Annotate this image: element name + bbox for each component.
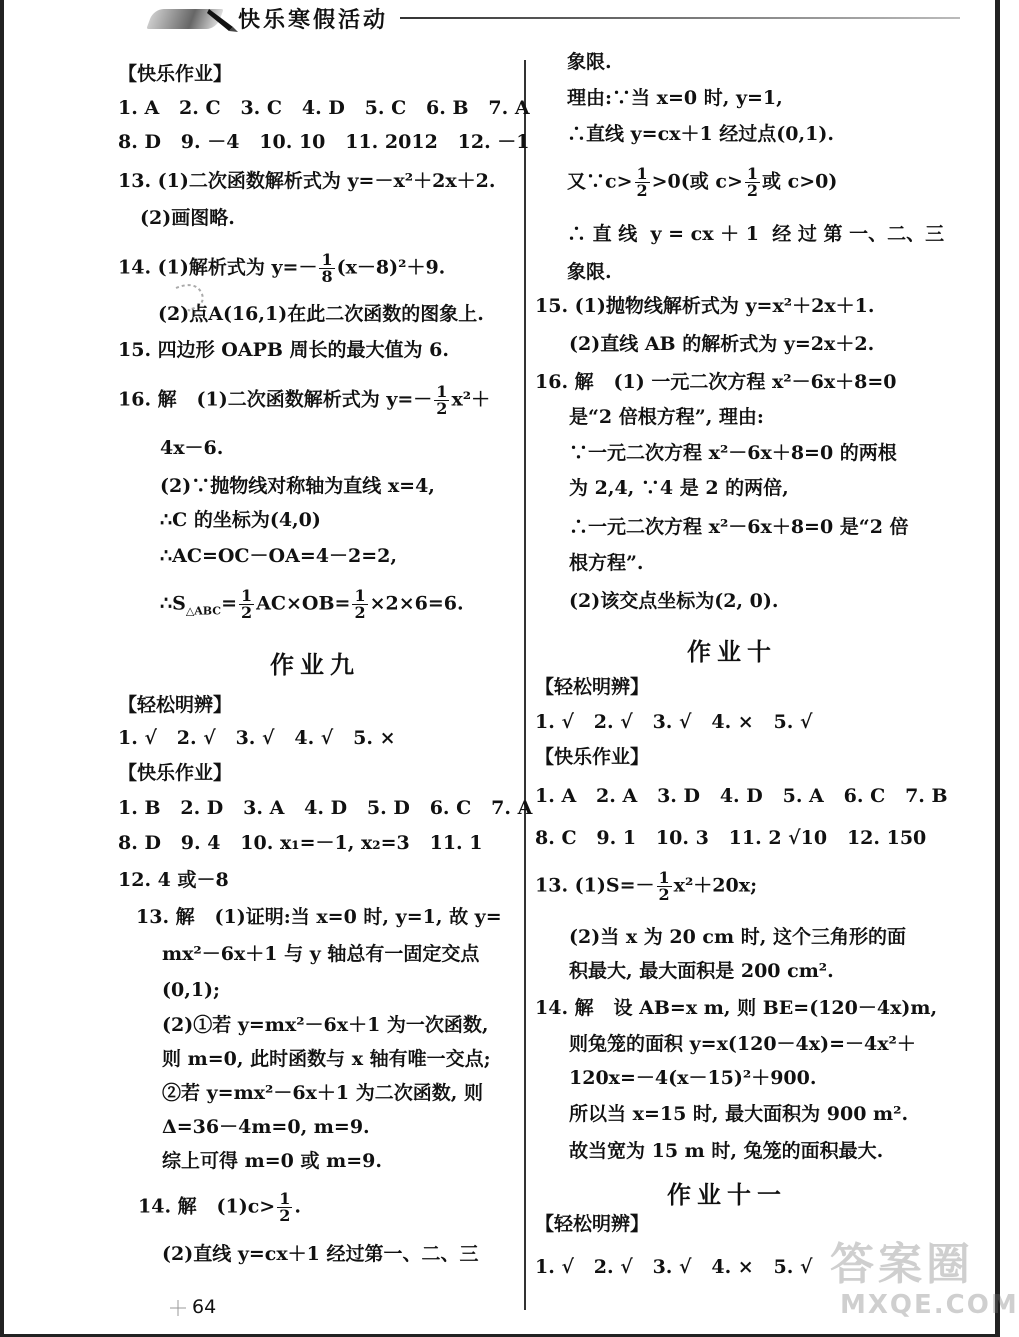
answer-line: mx²－6x＋1 与 y 轴总有一固定交点 bbox=[162, 943, 480, 965]
answer-line: ②若 y=mx²－6x＋1 为二次函数, 则 bbox=[162, 1082, 483, 1104]
answer-line: $\therefore S_{\triangle ABC}=$ $\frac{1}{2}$ AC×OB= $\frac{1}{2}$ ×2×6=6. bbox=[160, 586, 464, 622]
answer-line: 13. (1)S=－ $\frac{1}{2}$ x²＋20x; bbox=[535, 868, 758, 904]
fraction: $\frac{1}{2}$ bbox=[241, 586, 253, 622]
answer-line: 象限. bbox=[567, 261, 612, 283]
answer-line: 故当宽为 15 m 时, 兔笼的面积最大. bbox=[569, 1140, 884, 1162]
answer-line: Δ=36－4m=0, m=9. bbox=[162, 1116, 370, 1138]
answer-line: 13. (1)二次函数解析式为 y=－x²＋2x＋2. bbox=[118, 170, 496, 192]
answer-line: (2)当 x 为 20 cm 时, 这个三角形的面 bbox=[569, 926, 906, 948]
answer-line: 1. A 2. C 3. C 4. D 5. C 6. B 7. A bbox=[118, 97, 530, 119]
fraction: $\frac{1}{2}$ bbox=[636, 164, 648, 200]
section-label: 【快乐作业】 bbox=[535, 746, 650, 768]
answer-line: (2)直线 AB 的解析式为 y=2x＋2. bbox=[569, 333, 875, 355]
answer-line: 120x=－4(x－15)²＋900. bbox=[569, 1067, 817, 1089]
fraction: $\frac{1}{2}$ bbox=[436, 382, 448, 418]
section-heading: 作业十一 bbox=[667, 1180, 787, 1209]
header-rule bbox=[400, 17, 960, 19]
pen-icon bbox=[205, 5, 239, 33]
fraction: $\frac{1}{2}$ bbox=[354, 586, 366, 622]
section-label: 【轻松明辨】 bbox=[118, 694, 233, 716]
answer-line: (2)直线 y=cx＋1 经过第一、二、三 bbox=[162, 1243, 479, 1265]
answer-line: (2)画图略. bbox=[140, 207, 235, 229]
fraction: $\frac{1}{2}$ bbox=[658, 868, 670, 904]
answer-line: 1. √ 2. √ 3. √ 4. × 5. √ bbox=[535, 1256, 813, 1278]
registration-mark-icon bbox=[170, 1300, 186, 1316]
answer-line: 16. 解 (1)二次函数解析式为 y=－ $\frac{1}{2}$ x²＋ bbox=[118, 382, 491, 418]
answer-line: 15. 四边形 OAPB 周长的最大值为 6. bbox=[118, 339, 449, 361]
answer-line: 象限. bbox=[567, 51, 612, 73]
header-title: 快乐寒假活动 bbox=[238, 8, 389, 33]
answer-line: 理由:∵当 x=0 时, y=1, bbox=[567, 87, 783, 109]
section-label: 【快乐作业】 bbox=[118, 63, 233, 85]
answer-line: 综上可得 m=0 或 m=9. bbox=[162, 1150, 382, 1172]
fraction: $\frac{1}{2}$ bbox=[746, 164, 759, 200]
answer-line: 13. 解 (1)证明:当 x=0 时, y=1, 故 y= bbox=[136, 906, 502, 928]
answer-line: 则兔笼的面积 y=x(120－4x)=－4x²＋ bbox=[569, 1033, 916, 1055]
page-header bbox=[150, 3, 850, 35]
answer-line: ∴AC=OC－OA=4－2=2, bbox=[160, 545, 397, 567]
answer-line: ∴一元二次方程 x²－6x＋8=0 是“2 倍 bbox=[569, 516, 909, 538]
answer-line: (0,1); bbox=[162, 979, 221, 1001]
answer-line: 14. (1)解析式为 y=－ $\frac{1}{8}$ (x－8)²＋9. bbox=[118, 250, 446, 286]
answer-line: ∴ 直 线 y = cx ＋ 1 经 过 第 一、二、三 bbox=[567, 223, 945, 245]
answer-line: 12. 4 或－8 bbox=[118, 869, 229, 891]
answer-line: 1. √ 2. √ 3. √ 4. √ 5. × bbox=[118, 727, 396, 749]
answer-line: 又∵c> $\frac{1}{2}$ >0(或 c> $\frac{1}{2}$ 或 c>0) bbox=[567, 164, 838, 200]
answer-line: 15. (1)抛物线解析式为 y=x²＋2x＋1. bbox=[535, 295, 875, 317]
answer-line: 1. B 2. D 3. A 4. D 5. D 6. C 7. A bbox=[118, 797, 533, 819]
answer-line: 积最大, 最大面积是 200 cm². bbox=[569, 960, 834, 982]
answer-line: (2)①若 y=mx²－6x＋1 为一次函数, bbox=[162, 1014, 489, 1036]
answer-line: 16. 解 (1) 一元二次方程 x²－6x＋8=0 bbox=[535, 371, 897, 393]
answer-line: 4x－6. bbox=[160, 437, 224, 459]
section-heading: 作业九 bbox=[270, 650, 360, 679]
answer-line: 14. 解 (1)c> $\frac{1}{2}$ . bbox=[138, 1189, 301, 1225]
answer-line: ∴直线 y=cx＋1 经过点(0,1). bbox=[567, 123, 834, 145]
answer-line: 则 m=0, 此时函数与 x 轴有唯一交点; bbox=[162, 1048, 491, 1070]
answer-line: ∴C 的坐标为(4,0) bbox=[160, 509, 321, 531]
answer-line: 根方程”. bbox=[569, 552, 644, 574]
answer-line: (2)点A(16,1)在此二次函数的图象上. bbox=[158, 303, 484, 325]
section-label: 【轻松明辨】 bbox=[535, 676, 650, 698]
answer-line: ∵一元二次方程 x²－6x＋8=0 的两根 bbox=[569, 442, 897, 464]
answer-line: 所以当 x=15 时, 最大面积为 900 m². bbox=[569, 1103, 909, 1125]
fraction: $\frac{1}{8}$ bbox=[321, 250, 333, 286]
answer-line: (2)该交点坐标为(2, 0). bbox=[569, 590, 779, 612]
answer-line: 1. A 2. A 3. D 4. D 5. A 6. C 7. B bbox=[535, 785, 948, 807]
column-divider bbox=[524, 60, 526, 1310]
answer-line: 1. √ 2. √ 3. √ 4. × 5. √ bbox=[535, 711, 813, 733]
answer-line: 8. D 9. －4 10. 10 11. 2012 12. －1 bbox=[118, 131, 530, 153]
fraction: $\frac{1}{2}$ bbox=[279, 1189, 291, 1225]
answer-line: 是“2 倍根方程”, 理由: bbox=[569, 406, 764, 428]
page-number: 64 bbox=[192, 1296, 217, 1318]
section-label: 【轻松明辨】 bbox=[535, 1213, 650, 1235]
section-heading: 作业十 bbox=[687, 637, 777, 666]
answer-line: 为 2,4, ∵4 是 2 的两倍, bbox=[569, 477, 789, 499]
watermark-logo: 答案圈 MXQE.COM bbox=[830, 1239, 1019, 1320]
answer-line: 14. 解 设 AB=x m, 则 BE=(120－4x)m, bbox=[535, 997, 938, 1019]
answer-line: 8. D 9. 4 10. x₁=－1, x₂=3 11. 1 bbox=[118, 832, 483, 854]
answer-line: (2)∵抛物线对称轴为直线 x=4, bbox=[160, 475, 435, 497]
section-label: 【快乐作业】 bbox=[118, 762, 233, 784]
answer-line: 8. C 9. 1 10. 3 11. 2 √10 12. 150 bbox=[535, 827, 927, 849]
